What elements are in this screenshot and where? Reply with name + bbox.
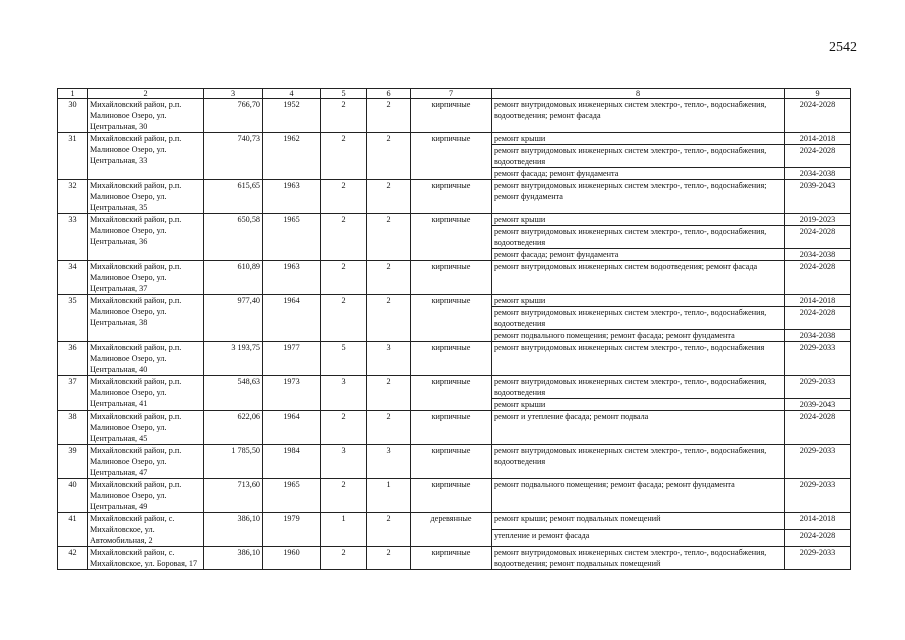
- wall-material-cell: кирпичные: [411, 547, 492, 570]
- work-type-cell: ремонт внутридомовых инженерных систем электро-, тепло-, водоснабжения, водоотведения; ремонт подвальных помещений: [492, 547, 785, 570]
- year-cell: 1979: [263, 513, 321, 547]
- address-cell: Михайловский район, р.п. Малиновое Озеро, ул. Центральная, 40: [88, 342, 204, 376]
- header-cell: 6: [367, 89, 411, 99]
- period-cell: 2029-2033: [785, 445, 851, 479]
- period-cell: 2024-2028: [785, 411, 851, 445]
- address-cell: Михайловский район, р.п. Малиновое Озеро, ул. Центральная, 35: [88, 180, 204, 214]
- area-cell: 386,10: [204, 547, 263, 570]
- work-type-cell: ремонт внутридомовых инженерных систем электро-, тепло-, водоснабжения, водоотведения: [492, 145, 785, 168]
- address-cell: Михайловский район, р.п. Малиновое Озеро, ул. Центральная, 33: [88, 133, 204, 180]
- work-type-cell: ремонт подвального помещения; ремонт фасада; ремонт фундамента: [492, 330, 785, 342]
- address-cell: Михайловский район, р.п. Малиновое Озеро, ул. Центральная, 36: [88, 214, 204, 261]
- floors-cell: 2: [321, 547, 367, 570]
- floors-cell: 2: [321, 479, 367, 513]
- header-cell: 3: [204, 89, 263, 99]
- work-type-cell: ремонт внутридомовых инженерных систем электро-, тепло-, водоснабжения: [492, 342, 785, 376]
- period-cell: 2014-2018: [785, 295, 851, 307]
- table-row: [58, 180, 851, 214]
- year-cell: 1965: [263, 214, 321, 261]
- row-number: 32: [58, 180, 88, 214]
- wall-material-cell: кирпичные: [411, 479, 492, 513]
- floors-cell: 5: [321, 342, 367, 376]
- entrances-cell: 2: [367, 133, 411, 180]
- period-cell: 2029-2033: [785, 479, 851, 513]
- entrances-cell: 3: [367, 342, 411, 376]
- work-type-cell: ремонт фасада; ремонт фундамента: [492, 168, 785, 180]
- work-type-cell: ремонт фасада; ремонт фундамента: [492, 249, 785, 261]
- address-cell: Михайловский район, р.п. Малиновое Озеро, ул. Центральная, 41: [88, 376, 204, 411]
- entrances-cell: 2: [367, 513, 411, 547]
- period-cell: 2034-2038: [785, 168, 851, 180]
- page-number: 2542: [829, 40, 857, 55]
- year-cell: 1960: [263, 547, 321, 570]
- area-cell: 610,89: [204, 261, 263, 295]
- row-number: 41: [58, 513, 88, 547]
- table-row: [58, 99, 851, 133]
- wall-material-cell: кирпичные: [411, 99, 492, 133]
- entrances-cell: 2: [367, 214, 411, 261]
- floors-cell: 2: [321, 180, 367, 214]
- table-row: [58, 214, 851, 226]
- floors-cell: 3: [321, 445, 367, 479]
- table-body: [58, 89, 851, 570]
- address-cell: Михайловский район, р.п. Малиновое Озеро, ул. Центральная, 30: [88, 99, 204, 133]
- floors-cell: 3: [321, 376, 367, 411]
- floors-cell: 1: [321, 513, 367, 547]
- wall-material-cell: кирпичные: [411, 261, 492, 295]
- work-type-cell: ремонт внутридомовых инженерных систем электро-, тепло-, водоснабжения, водоотведения: [492, 376, 785, 399]
- period-cell: 2029-2033: [785, 376, 851, 399]
- period-cell: 2034-2038: [785, 330, 851, 342]
- table-row: [58, 411, 851, 445]
- area-cell: 713,60: [204, 479, 263, 513]
- table-row: [58, 513, 851, 530]
- table-row: [58, 261, 851, 295]
- area-cell: 766,70: [204, 99, 263, 133]
- period-cell: 2024-2028: [785, 99, 851, 133]
- wall-material-cell: кирпичные: [411, 180, 492, 214]
- wall-material-cell: кирпичные: [411, 376, 492, 411]
- wall-material-cell: кирпичные: [411, 411, 492, 445]
- entrances-cell: 2: [367, 295, 411, 342]
- period-cell: 2024-2028: [785, 226, 851, 249]
- address-cell: Михайловский район, р.п. Малиновое Озеро, ул. Центральная, 37: [88, 261, 204, 295]
- period-cell: 2034-2038: [785, 249, 851, 261]
- header-cell: 5: [321, 89, 367, 99]
- work-type-cell: ремонт внутридомовых инженерных систем электро-, тепло-, водоснабжения, водоотведения: [492, 226, 785, 249]
- header-cell: 4: [263, 89, 321, 99]
- period-cell: 2024-2028: [785, 307, 851, 330]
- work-type-cell: ремонт внутридомовых инженерных систем электро-, тепло-, водоснабжения, водоотведения: [492, 307, 785, 330]
- entrances-cell: 2: [367, 411, 411, 445]
- area-cell: 977,40: [204, 295, 263, 342]
- table-row: [58, 479, 851, 513]
- row-number: 40: [58, 479, 88, 513]
- entrances-cell: 1: [367, 479, 411, 513]
- wall-material-cell: кирпичные: [411, 342, 492, 376]
- wall-material-cell: кирпичные: [411, 295, 492, 342]
- entrances-cell: 2: [367, 547, 411, 570]
- area-cell: 622,06: [204, 411, 263, 445]
- period-cell: 2029-2033: [785, 547, 851, 570]
- area-cell: 1 785,50: [204, 445, 263, 479]
- row-number: 42: [58, 547, 88, 570]
- period-cell: 2024-2028: [785, 261, 851, 295]
- floors-cell: 2: [321, 411, 367, 445]
- row-number: 34: [58, 261, 88, 295]
- area-cell: 3 193,75: [204, 342, 263, 376]
- header-cell: 2: [88, 89, 204, 99]
- row-number: 30: [58, 99, 88, 133]
- address-cell: Михайловский район, р.п. Малиновое Озеро, ул. Центральная, 47: [88, 445, 204, 479]
- floors-cell: 2: [321, 214, 367, 261]
- wall-material-cell: кирпичные: [411, 133, 492, 180]
- table-row: [58, 445, 851, 479]
- wall-material-cell: кирпичные: [411, 445, 492, 479]
- header-cell: 8: [492, 89, 785, 99]
- entrances-cell: 2: [367, 180, 411, 214]
- year-cell: 1963: [263, 261, 321, 295]
- table-row: [58, 342, 851, 376]
- area-cell: 740,73: [204, 133, 263, 180]
- address-cell: Михайловский район, с. Михайловское, ул. Боровая, 17: [88, 547, 204, 570]
- address-cell: Михайловский район, р.п. Малиновое Озеро, ул. Центральная, 38: [88, 295, 204, 342]
- work-type-cell: утепление и ремонт фасада: [492, 530, 785, 547]
- floors-cell: 2: [321, 133, 367, 180]
- entrances-cell: 2: [367, 99, 411, 133]
- table-row: [58, 133, 851, 145]
- year-cell: 1964: [263, 295, 321, 342]
- address-cell: Михайловский район, р.п. Малиновое Озеро, ул. Центральная, 49: [88, 479, 204, 513]
- row-number: 33: [58, 214, 88, 261]
- table-row: [58, 376, 851, 399]
- row-number: 39: [58, 445, 88, 479]
- header-cell: 9: [785, 89, 851, 99]
- row-number: 35: [58, 295, 88, 342]
- work-type-cell: ремонт крыши: [492, 133, 785, 145]
- period-cell: 2039-2043: [785, 180, 851, 214]
- period-cell: 2014-2018: [785, 133, 851, 145]
- header-cell: 1: [58, 89, 88, 99]
- row-number: 36: [58, 342, 88, 376]
- area-cell: 548,63: [204, 376, 263, 411]
- period-cell: 2024-2028: [785, 145, 851, 168]
- area-cell: 615,65: [204, 180, 263, 214]
- table-row: [58, 547, 851, 570]
- work-type-cell: ремонт внутридомовых инженерных систем электро-, тепло-, водоснабжения, водоотведения; ремонт фасада: [492, 99, 785, 133]
- entrances-cell: 2: [367, 376, 411, 411]
- work-type-cell: ремонт внутридомовых инженерных систем водоотведения; ремонт фасада: [492, 261, 785, 295]
- row-number: 38: [58, 411, 88, 445]
- work-type-cell: ремонт крыши: [492, 295, 785, 307]
- area-cell: 386,10: [204, 513, 263, 547]
- floors-cell: 2: [321, 295, 367, 342]
- work-type-cell: ремонт внутридомовых инженерных систем электро-, тепло-, водоснабжения, водоотведения: [492, 445, 785, 479]
- row-number: 37: [58, 376, 88, 411]
- area-cell: 650,58: [204, 214, 263, 261]
- wall-material-cell: деревянные: [411, 513, 492, 547]
- work-type-cell: ремонт и утепление фасада; ремонт подвала: [492, 411, 785, 445]
- row-number: 31: [58, 133, 88, 180]
- work-type-cell: ремонт крыши: [492, 214, 785, 226]
- period-cell: 2039-2043: [785, 399, 851, 411]
- floors-cell: 2: [321, 99, 367, 133]
- header-cell: 7: [411, 89, 492, 99]
- year-cell: 1977: [263, 342, 321, 376]
- period-cell: 2024-2028: [785, 530, 851, 547]
- period-cell: 2019-2023: [785, 214, 851, 226]
- work-type-cell: ремонт крыши; ремонт подвальных помещений: [492, 513, 785, 530]
- address-cell: Михайловский район, с. Михайловское, ул. Автомобильная, 2: [88, 513, 204, 547]
- entrances-cell: 2: [367, 261, 411, 295]
- work-type-cell: ремонт подвального помещения; ремонт фасада; ремонт фундамента: [492, 479, 785, 513]
- repair-schedule-table: [57, 88, 851, 570]
- work-type-cell: ремонт внутридомовых инженерных систем электро-, тепло-, водоснабжения; ремонт фундамента: [492, 180, 785, 214]
- work-type-cell: ремонт крыши: [492, 399, 785, 411]
- address-cell: Михайловский район, р.п. Малиновое Озеро, ул. Центральная, 45: [88, 411, 204, 445]
- table-row: [58, 295, 851, 307]
- year-cell: 1965: [263, 479, 321, 513]
- year-cell: 1984: [263, 445, 321, 479]
- wall-material-cell: кирпичные: [411, 214, 492, 261]
- floors-cell: 2: [321, 261, 367, 295]
- year-cell: 1973: [263, 376, 321, 411]
- period-cell: 2014-2018: [785, 513, 851, 530]
- year-cell: 1964: [263, 411, 321, 445]
- period-cell: 2029-2033: [785, 342, 851, 376]
- header-row: [58, 89, 851, 99]
- year-cell: 1962: [263, 133, 321, 180]
- year-cell: 1963: [263, 180, 321, 214]
- year-cell: 1952: [263, 99, 321, 133]
- entrances-cell: 3: [367, 445, 411, 479]
